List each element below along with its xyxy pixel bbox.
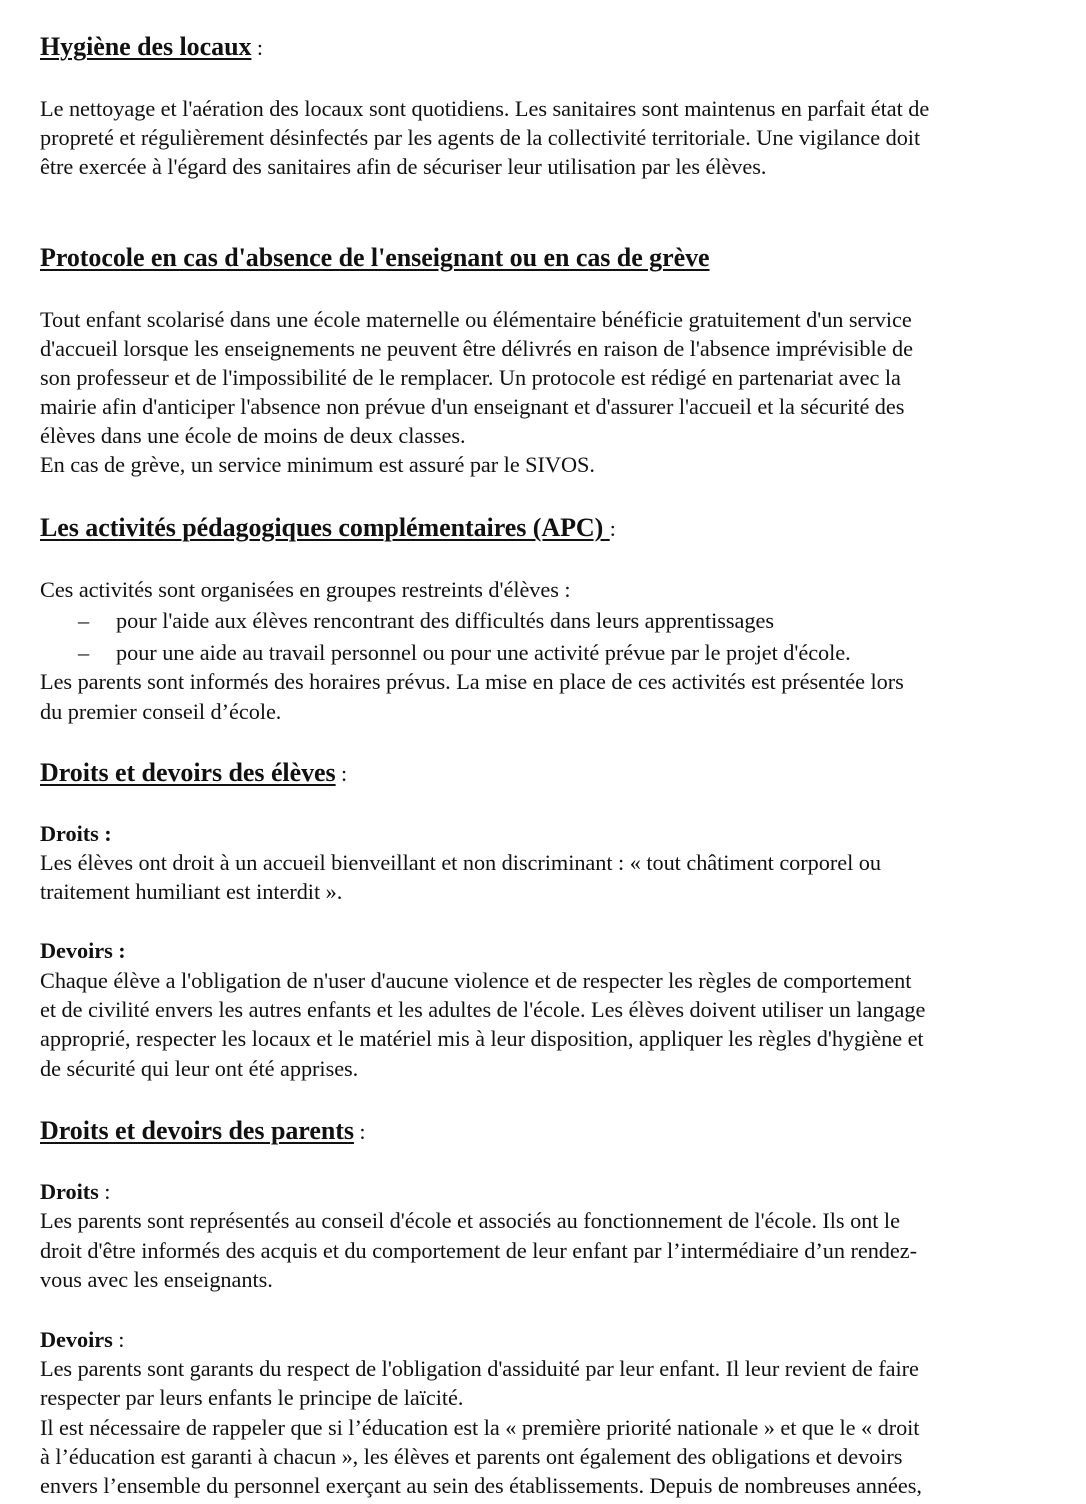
paragraph-line: Les élèves ont droit à un accueil bienveillant et non discriminant : « tout châtiment corporel ou — [40, 850, 881, 875]
paragraph-line: propreté et régulièrement désinfectés par les agents de la collectivité territoriale. Une vigilance doit — [40, 125, 921, 150]
dash-bullet-icon: – — [78, 640, 90, 665]
paragraph-line: En cas de grève, un service minimum est assuré par le SIVOS. — [40, 452, 595, 477]
dash-bullet-icon: – — [78, 608, 90, 633]
paragraph-line: Chaque élève a l'obligation de n'user d'aucune violence et de respecter les règles de comportement — [40, 968, 912, 993]
paragraph-line: envers l’ensemble du personnel exerçant au sein des établissements. Depuis de nombreuses années, — [40, 1473, 922, 1498]
paragraph-line: Le nettoyage et l'aération des locaux sont quotidiens. Les sanitaires sont maintenus en parfait état de — [40, 96, 930, 121]
subheading-devoirs — [40, 1325, 124, 1354]
heading-colon: : — [353, 1119, 366, 1144]
heading-colon: : — [335, 761, 348, 786]
subheading-colon: : — [112, 1327, 125, 1352]
section-heading-apc — [40, 512, 616, 545]
subheading-colon: : — [98, 1179, 111, 1204]
subheading-droits: Droits : — [40, 821, 112, 846]
paragraph-line: élèves dans une école de moins de deux classes. — [40, 423, 466, 448]
list-item — [78, 638, 851, 667]
heading-text: Droits et devoirs des élèves — [40, 758, 336, 787]
heading-text: Protocole en cas d'absence de l'enseignant ou en cas de grève — [40, 243, 710, 272]
subheading-label: Droits — [40, 1179, 99, 1204]
paragraph-line: son professeur et de l'impossibilité de le remplacer. Un protocole est rédigé en partenariat avec la — [40, 365, 901, 390]
paragraph-line: mairie afin d'anticiper l'absence non prévue d'un enseignant et d'assurer l'accueil et la sécurité des — [40, 394, 905, 419]
paragraph-line: vous avec les enseignants. — [40, 1267, 273, 1292]
paragraph-line: Ces activités sont organisées en groupes restreints d'élèves : — [40, 577, 571, 602]
heading-colon: : — [251, 35, 263, 60]
paragraph-line: respecter par leurs enfants le principe de laïcité. — [40, 1385, 464, 1410]
section-heading-hygiene — [40, 31, 263, 64]
paragraph-line: Tout enfant scolarisé dans une école maternelle ou élémentaire bénéficie gratuitement d'un service — [40, 307, 912, 332]
paragraph-line: Les parents sont représentés au conseil d'école et associés au fonctionnement de l'école. Ils ont le — [40, 1208, 900, 1233]
section-heading-eleves — [40, 757, 347, 790]
paragraph-line: et de civilité envers les autres enfants et les adultes de l'école. Les élèves doivent utiliser un langage — [40, 997, 926, 1022]
heading-text: Les activités pédagogiques complémentaires (APC) — [40, 513, 610, 542]
paragraph-line: de sécurité qui leur ont été apprises. — [40, 1056, 359, 1081]
paragraph-line: approprié, respecter les locaux et le matériel mis à leur disposition, appliquer les règles d'hygiène et — [40, 1026, 924, 1051]
paragraph-line: Il est nécessaire de rappeler que si l’éducation est la « première priorité nationale » et que le « droit — [40, 1415, 920, 1440]
paragraph-line: d'accueil lorsque les enseignements ne peuvent être délivrés en raison de l'absence imprévisible de — [40, 336, 913, 361]
paragraph-line: droit d'être informés des acquis et du comportement de leur enfant par l’intermédiaire d’un rendez- — [40, 1238, 917, 1263]
subheading-devoirs: Devoirs : — [40, 938, 126, 963]
list-item-text: pour l'aide aux élèves rencontrant des difficultés dans leurs apprentissages — [116, 608, 774, 633]
paragraph-line: traitement humiliant est interdit ». — [40, 879, 343, 904]
list-item — [78, 606, 774, 635]
subheading-label: Devoirs — [40, 1327, 113, 1352]
section-heading-protocole — [40, 242, 710, 274]
paragraph-line: du premier conseil d’école. — [40, 699, 282, 724]
heading-colon: : — [609, 516, 616, 541]
heading-text: Hygiène des locaux — [40, 32, 252, 61]
paragraph-line: être exercée à l'égard des sanitaires afin de sécuriser leur utilisation par les élèves. — [40, 154, 767, 179]
paragraph-line: Les parents sont garants du respect de l'obligation d'assiduité par leur enfant. Il leur revient de faire — [40, 1356, 919, 1381]
subheading-droits — [40, 1177, 110, 1206]
paragraph-line: à l’éducation est garanti à chacun », les élèves et parents ont également des obligations et devoirs — [40, 1444, 903, 1469]
paragraph-line: Les parents sont informés des horaires prévus. La mise en place de ces activités est présentée lors — [40, 669, 904, 694]
section-heading-parents — [40, 1115, 365, 1148]
list-item-text: pour une aide au travail personnel ou pour une activité prévue par le projet d'école. — [116, 640, 851, 665]
heading-text: Droits et devoirs des parents — [40, 1116, 354, 1145]
